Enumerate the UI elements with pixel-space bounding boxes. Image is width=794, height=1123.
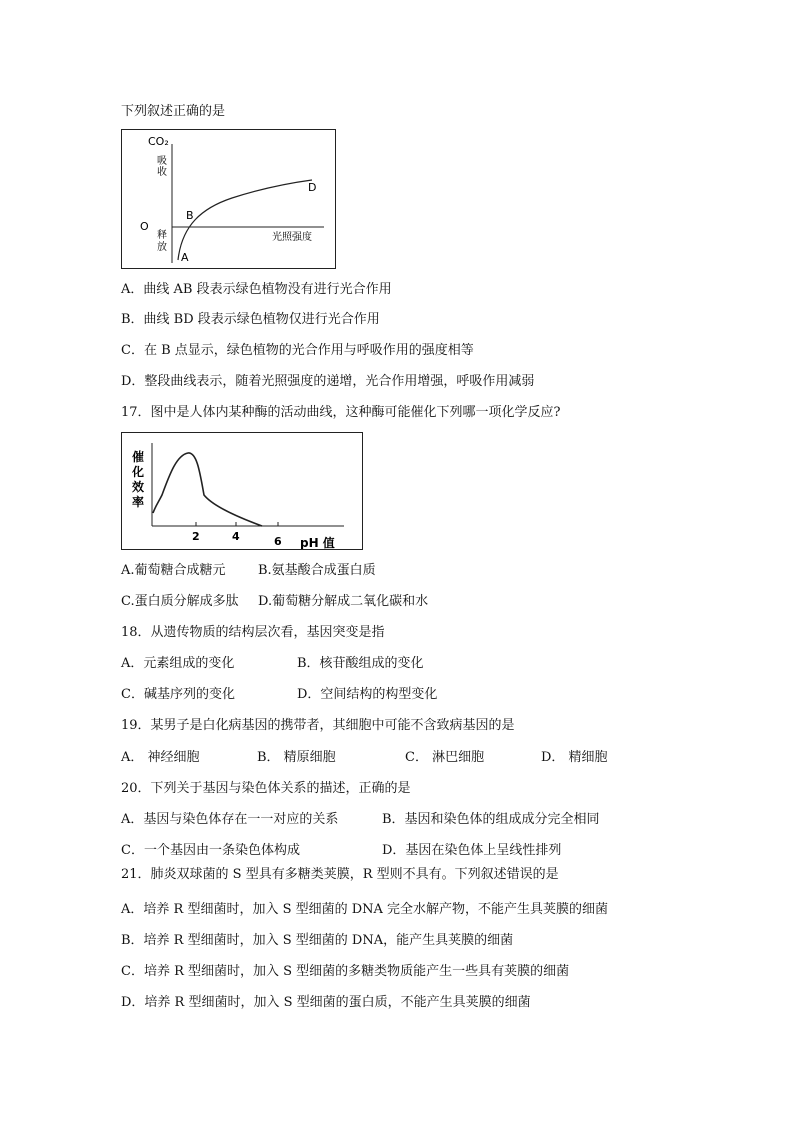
q20-option-c: C．一个基因由一条染色体构成 [121, 843, 300, 858]
q18-option-d: D．空间结构的构型变化 [297, 687, 438, 702]
q17-curve [153, 453, 262, 526]
q16-release-1: 释 [157, 230, 167, 241]
q16-option-d: D．整段曲线表示，随着光照强度的递增，光合作用增强，呼吸作用减弱 [121, 374, 535, 389]
q21-option-b: B．培养 R 型细菌时，加入 S 型细菌的 DNA，能产生具荚膜的细菌 [121, 933, 514, 948]
q19-option-c: C． 淋巴细胞 [405, 750, 485, 765]
q17-option-d: D.葡萄糖分解成二氧化碳和水 [258, 594, 429, 609]
q20-option-a: A．基因与染色体存在一一对应的关系 [121, 812, 339, 827]
q21-stem: 21．肺炎双球菌的 S 型具有多糖类荚膜，R 型则不具有。下列叙述错误的是 [121, 867, 559, 882]
q18-option-c: C．碱基序列的变化 [121, 687, 235, 702]
q17-y-label-2: 化 [132, 465, 145, 479]
q19-option-a: A． 神经细胞 [121, 750, 200, 765]
q16-absorb-1: 吸 [157, 156, 167, 167]
q18-stem: 18．从遗传物质的结构层次看，基因突变是指 [121, 625, 385, 640]
q17-figure [121, 432, 363, 550]
q20-option-b: B．基因和染色体的组成成分完全相同 [382, 812, 600, 827]
q20-option-d: D．基因在染色体上呈线性排列 [382, 843, 562, 858]
q17-x-label: pH 值 [300, 536, 335, 549]
q16-co2-label: CO₂ [148, 135, 169, 148]
q16-point-b: B [186, 209, 194, 222]
q17-tick-label-2: 2 [192, 530, 200, 543]
q17-y-label-3: 效 [132, 480, 145, 494]
q17-option-c: C.蛋白质分解成多肽 [121, 594, 239, 609]
q16-stem: 下列叙述正确的是 [121, 104, 226, 119]
q17-graph [122, 433, 362, 549]
q16-release-2: 放 [157, 242, 167, 253]
q16-curve [178, 180, 312, 260]
q16-origin-label: O [140, 220, 149, 233]
q19-option-b: B． 精原细胞 [257, 750, 336, 765]
q16-graph [122, 130, 335, 268]
q16-option-a: A．曲线 AB 段表示绿色植物没有进行光合作用 [121, 282, 392, 297]
q21-option-a: A．培养 R 型细菌时，加入 S 型细菌的 DNA 完全水解产物，不能产生具荚膜的细菌 [121, 902, 609, 917]
q19-option-d: D． 精细胞 [541, 750, 608, 765]
q18-option-b: B．核苷酸组成的变化 [297, 656, 424, 671]
q16-x-label: 光照强度 [272, 232, 312, 243]
q17-y-label-4: 率 [132, 495, 145, 509]
q18-option-a: A．元素组成的变化 [121, 656, 235, 671]
q16-absorb-2: 收 [157, 167, 167, 178]
q16-point-d: D [308, 181, 317, 194]
q17-option-b: B.氨基酸合成蛋白质 [258, 563, 376, 578]
q17-option-a: A.葡萄糖合成糖元 [121, 563, 226, 578]
q16-figure [121, 129, 336, 269]
q16-option-b: B．曲线 BD 段表示绿色植物仅进行光合作用 [121, 312, 380, 327]
q17-tick-label-6: 6 [274, 535, 282, 548]
q17-tick-label-4: 4 [232, 530, 240, 543]
q19-stem: 19．某男子是白化病基因的携带者，其细胞中可能不含致病基因的是 [121, 718, 515, 733]
q16-option-c: C．在 B 点显示，绿色植物的光合作用与呼吸作用的强度相等 [121, 343, 474, 358]
q17-y-label-1: 催 [132, 450, 145, 464]
q20-stem: 20．下列关于基因与染色体关系的描述，正确的是 [121, 781, 411, 796]
q17-stem: 17．图中是人体内某种酶的活动曲线，这种酶可能催化下列哪一项化学反应? [121, 405, 561, 420]
q21-option-c: C．培养 R 型细菌时，加入 S 型细菌的多糖类物质能产生一些具有荚膜的细菌 [121, 964, 570, 979]
q16-point-a: A [181, 251, 189, 264]
q21-option-d: D．培养 R 型细菌时，加入 S 型细菌的蛋白质，不能产生具荚膜的细菌 [121, 995, 531, 1010]
